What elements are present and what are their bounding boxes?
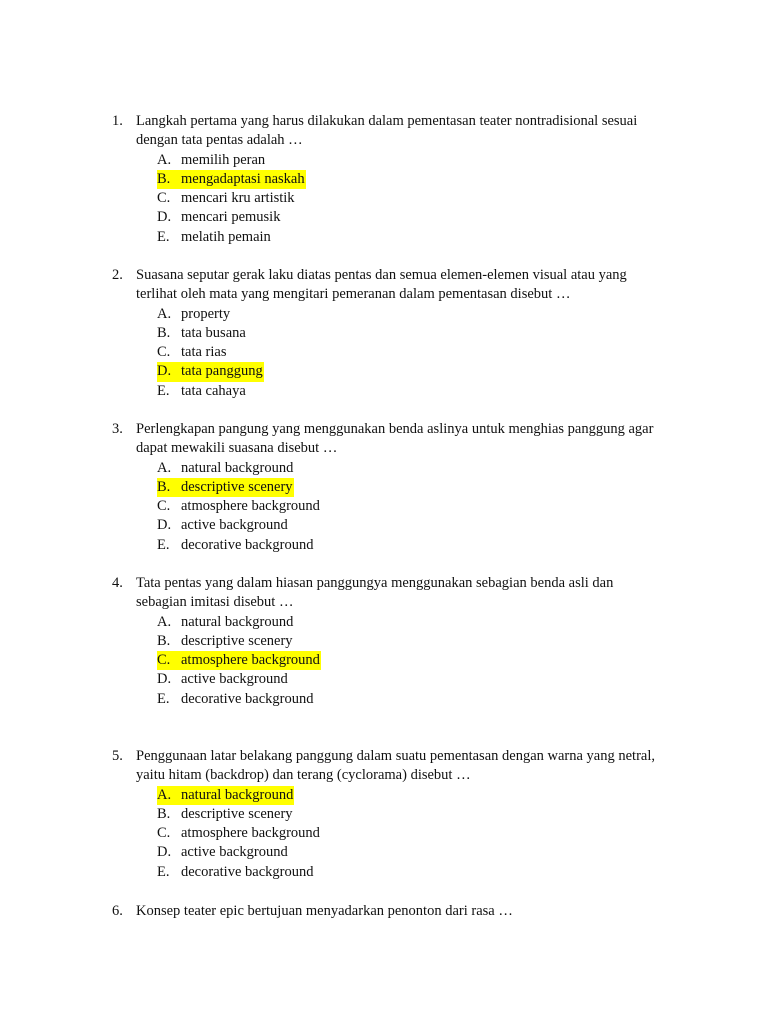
option-letter: A. bbox=[157, 786, 172, 803]
question-text: Tata pentas yang dalam hiasan panggungya menggunakan sebagian benda asli dan sebagian imitasi disebut … bbox=[136, 575, 614, 611]
option-a bbox=[157, 459, 692, 478]
question-text: Perlengkapan pangung yang menggunakan benda aslinya untuk menghias panggung agar dapat mewakili suasana disebut … bbox=[136, 421, 654, 457]
option-e bbox=[157, 536, 692, 555]
option-text: active background bbox=[181, 671, 288, 688]
option-e bbox=[157, 863, 692, 882]
question-3 bbox=[112, 420, 692, 555]
option-b bbox=[157, 632, 692, 651]
option-text: active background bbox=[181, 517, 288, 534]
option-d bbox=[157, 843, 692, 862]
option-list bbox=[157, 305, 692, 401]
option-text: mencari pemusik bbox=[181, 209, 281, 226]
option-c bbox=[157, 824, 692, 843]
option-c bbox=[157, 497, 692, 516]
option-letter: E. bbox=[157, 382, 170, 399]
option-letter: E. bbox=[157, 690, 170, 707]
question-4 bbox=[112, 574, 692, 709]
question-1 bbox=[112, 112, 692, 247]
option-letter: E. bbox=[157, 863, 170, 880]
option-text: descriptive scenery bbox=[181, 632, 293, 649]
option-text: descriptive scenery bbox=[181, 478, 293, 495]
option-text: decorative background bbox=[181, 863, 314, 880]
question-2 bbox=[112, 266, 692, 401]
option-text: atmosphere background bbox=[181, 825, 320, 842]
option-d bbox=[157, 516, 692, 535]
question-number: 1. bbox=[112, 113, 123, 129]
option-e bbox=[157, 690, 692, 709]
option-letter: B. bbox=[157, 324, 171, 341]
option-letter: B. bbox=[157, 632, 171, 649]
option-d bbox=[157, 670, 692, 689]
option-letter: D. bbox=[157, 209, 172, 226]
question-text: Penggunaan latar belakang panggung dalam suatu pementasan dengan warna yang netral, yaitu hitam (backdrop) dan terang (cyclorama) disebut … bbox=[136, 748, 655, 784]
option-list bbox=[157, 786, 692, 882]
option-letter: D. bbox=[157, 844, 172, 861]
option-list bbox=[157, 151, 692, 247]
option-c bbox=[157, 343, 692, 362]
option-d bbox=[157, 208, 692, 227]
option-letter: C. bbox=[157, 190, 171, 207]
option-letter: A. bbox=[157, 613, 172, 630]
option-b bbox=[157, 170, 692, 189]
option-text: tata busana bbox=[181, 324, 246, 341]
option-text: tata panggung bbox=[181, 363, 263, 380]
option-letter: E. bbox=[157, 228, 170, 245]
question-number: 6. bbox=[112, 903, 123, 919]
option-letter: D. bbox=[157, 363, 172, 380]
question-text: Konsep teater epic bertujuan menyadarkan penonton dari rasa … bbox=[136, 903, 513, 919]
option-text: decorative background bbox=[181, 536, 314, 553]
option-letter: C. bbox=[157, 498, 171, 515]
option-a bbox=[157, 151, 692, 170]
question-5 bbox=[112, 747, 692, 882]
option-text: active background bbox=[181, 844, 288, 861]
option-c bbox=[157, 651, 692, 670]
question-text: Suasana seputar gerak laku diatas pentas dan semua elemen-elemen visual atau yang terlihat oleh mata yang mengitari pemeranan dalam pementasan disebut … bbox=[136, 267, 627, 303]
option-c bbox=[157, 189, 692, 208]
option-letter: C. bbox=[157, 652, 171, 669]
option-text: property bbox=[181, 305, 231, 322]
question-number: 5. bbox=[112, 748, 123, 764]
option-letter: A. bbox=[157, 151, 172, 168]
option-text: melatih pemain bbox=[181, 228, 271, 245]
option-letter: E. bbox=[157, 536, 170, 553]
option-text: descriptive scenery bbox=[181, 805, 293, 822]
option-d bbox=[157, 362, 692, 381]
question-number: 4. bbox=[112, 575, 123, 591]
question-6 bbox=[112, 902, 692, 921]
option-list bbox=[157, 613, 692, 709]
option-letter: C. bbox=[157, 825, 171, 842]
option-letter: B. bbox=[157, 478, 171, 495]
option-letter: A. bbox=[157, 459, 172, 476]
option-b bbox=[157, 478, 692, 497]
question-text: Langkah pertama yang harus dilakukan dalam pementasan teater nontradisional sesuai dengan tata pentas adalah … bbox=[136, 113, 638, 149]
option-text: tata cahaya bbox=[181, 382, 246, 399]
question-number: 2. bbox=[112, 267, 123, 283]
option-letter: D. bbox=[157, 671, 172, 688]
option-text: atmosphere background bbox=[181, 498, 320, 515]
option-b bbox=[157, 324, 692, 343]
option-text: memilih peran bbox=[181, 151, 266, 168]
option-text: atmosphere background bbox=[181, 652, 320, 669]
option-b bbox=[157, 805, 692, 824]
question-number: 3. bbox=[112, 421, 123, 437]
option-letter: B. bbox=[157, 805, 171, 822]
option-text: natural background bbox=[181, 459, 294, 476]
option-letter: B. bbox=[157, 170, 171, 187]
option-text: mengadaptasi naskah bbox=[181, 170, 305, 187]
option-list bbox=[157, 459, 692, 555]
option-letter: A. bbox=[157, 305, 172, 322]
option-e bbox=[157, 382, 692, 401]
option-text: natural background bbox=[181, 613, 294, 630]
option-text: mencari kru artistik bbox=[181, 190, 295, 207]
option-a bbox=[157, 613, 692, 632]
option-text: natural background bbox=[181, 786, 294, 803]
option-text: decorative background bbox=[181, 690, 314, 707]
option-text: tata rias bbox=[181, 344, 227, 361]
option-a bbox=[157, 786, 692, 805]
option-letter: D. bbox=[157, 517, 172, 534]
option-e bbox=[157, 228, 692, 247]
option-a bbox=[157, 305, 692, 324]
option-letter: C. bbox=[157, 344, 171, 361]
